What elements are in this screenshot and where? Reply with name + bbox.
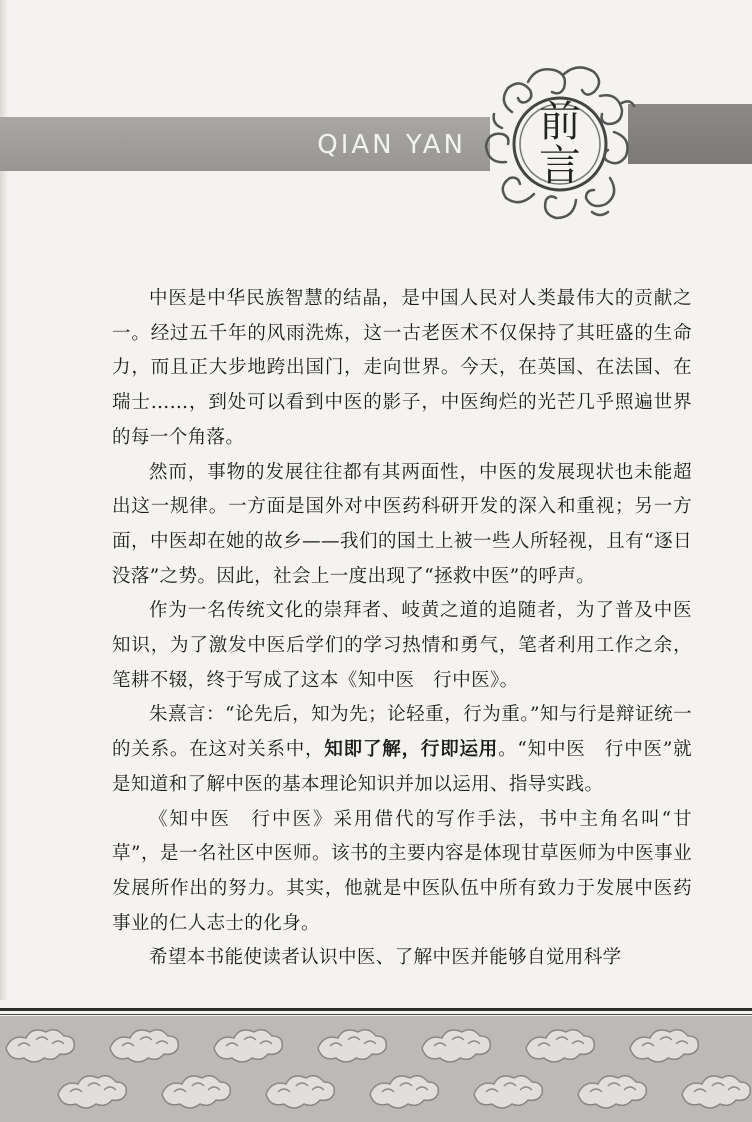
footer-rule-thin (0, 1014, 752, 1015)
paragraph-1: 中医是中华民族智慧的结晶，是中国人民对人类最伟大的贡献之一。经过五千年的风雨洗炼，这一古老医术不仅保持了其旺盛的生命力，而且正大步地跨出国门，走向世界。今天，在英国、在法国、在瑞士……，到处可以看到中医的影子，中医绚烂的光芒几乎照遍世界的每一个角落。 (112, 288, 692, 448)
footer-pattern-band (0, 1016, 752, 1122)
title-char-qian: 前 (538, 97, 581, 146)
paragraph-6: 希望本书能使读者认识中医、了解中医并能够自觉用科学 (149, 947, 622, 969)
footer-rule-thick (0, 1008, 752, 1011)
page-title (523, 96, 597, 192)
paragraph-4-start: 朱熹言：“论先后，知为先；论轻重，行为重。”知与行是辩证统一的关系。在这对关系中， (112, 704, 692, 761)
paragraph-5: 《知中医 行中医》采用借代的写作手法，书中主角名叫“甘草”，是一名社区中医师。该书的主要内容是体现甘草医师为中医事业发展所作出的努力。其实，他就是中医队伍中所有致力于发展中医药事业的仁人志士的化身。 (112, 808, 692, 934)
header-subtitle: QIAN YAN (317, 130, 466, 160)
paragraph-4-end: 。“知中医 行中医”就是知道和了解中医的基本理论知识并加以运用、指导实践。 (112, 739, 692, 795)
paragraph-4-emphasis: 知即了解，行即运用 (324, 739, 499, 761)
cloud-pattern-icon (0, 1016, 752, 1122)
preface-body (112, 282, 692, 976)
paragraph-2: 然而，事物的发展往往都有其两面性，中医的发展现状也未能超出这一规律。一方面是国外对中医药科研开发的深入和重视；另一方面，中医却在她的故乡——我们的国土上被一些人所轻视，且有“逐日没落”之势。因此，社会上一度出现了“拯救中医”的呼声。 (112, 461, 692, 587)
paragraph-3: 作为一名传统文化的崇拜者、岐黄之道的追随者，为了普及中医知识，为了激发中医后学们的学习热情和勇气，笔者利用工作之余，笔耕不辍，终于写成了这本《知中医 行中医》。 (112, 600, 692, 691)
title-char-yan: 言 (538, 141, 581, 190)
paragraph-4 (112, 698, 692, 802)
